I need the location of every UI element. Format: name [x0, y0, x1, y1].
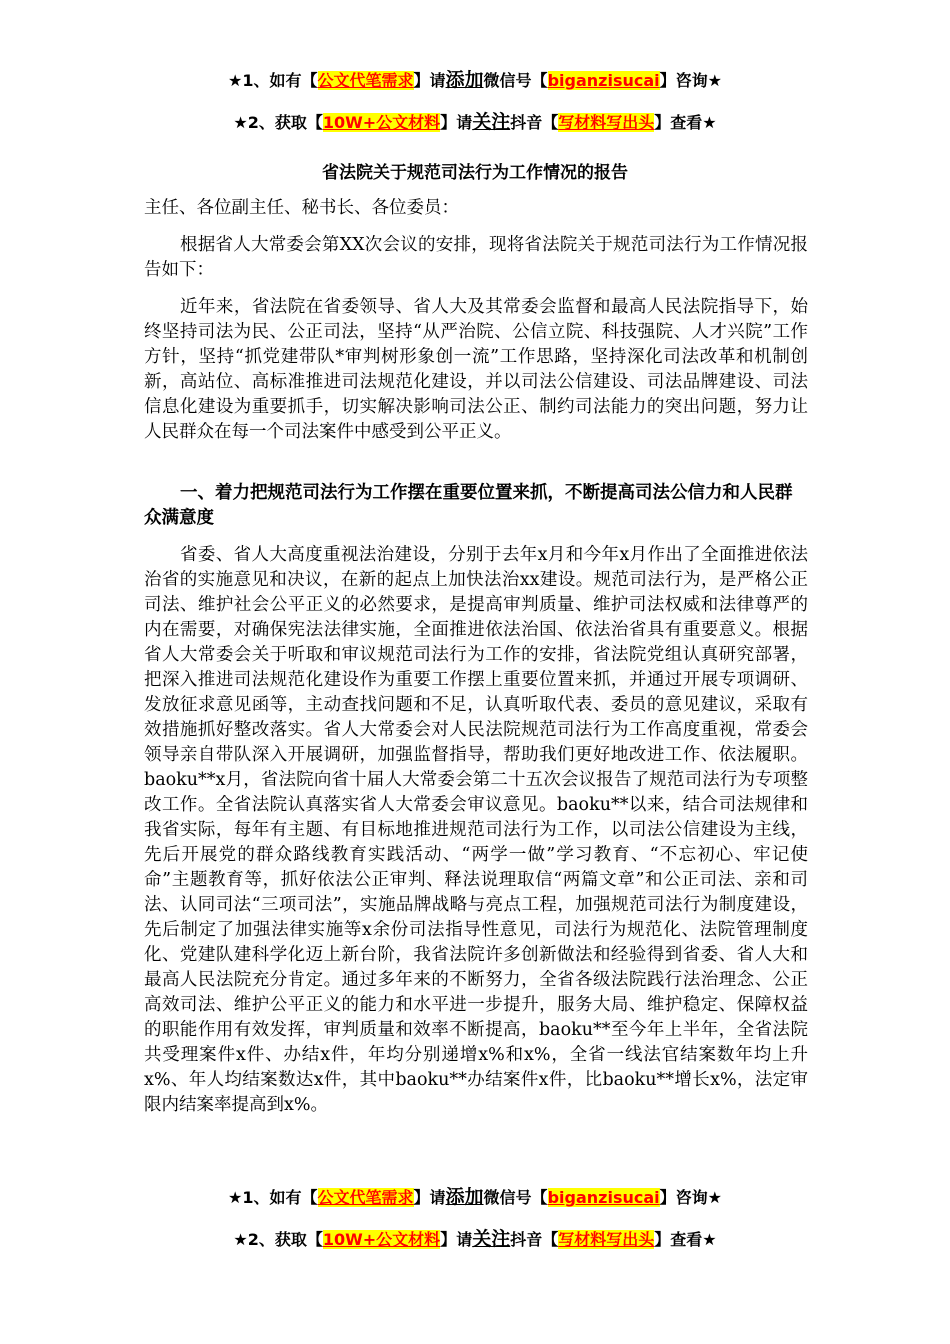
- promo-line-2-bottom: [0, 1228, 950, 1251]
- salutation: 主任、各位副主任、秘书长、各位委员：: [144, 198, 459, 218]
- promo-text: 】查看★: [654, 1230, 717, 1249]
- promo-line-2-top: [0, 111, 950, 134]
- promo-douyin-id: 写材料写出头: [558, 1230, 655, 1249]
- document-title: 省法院关于规范司法行为工作情况的报告: [322, 163, 628, 183]
- paragraph-overview: 近年来，省法院在省委领导、省人大及其常委会监督和最高人民法院指导下，始终坚持司法为民、公正司法，坚持“从严治院、公信立院、科技强院、人才兴院”工作方针，坚持“抓党建带队*审判树形象创一流”工作思路，坚持深化司法改革和机制创新，高站位、高标准推进司法规范化建设，并以司法公信建设、司法品牌建设、司法信息化建设为重要抓手，切实解决影响司法公正、制约司法能力的突出问题，努力让人民群众在每一个司法案件中感受到公平正义。: [144, 297, 808, 442]
- promo-text: ★2、获取【: [233, 113, 323, 132]
- promo-highlight: 10W+公文材料: [322, 1230, 441, 1249]
- promo-wechat-id: biganzisucai: [547, 1188, 660, 1207]
- promo-highlight: 10W+公文材料: [322, 113, 441, 132]
- promo-text: 】咨询★: [659, 71, 722, 90]
- promo-douyin-id: 写材料写出头: [558, 113, 655, 132]
- promo-emphasis: 添加: [445, 1186, 484, 1208]
- promo-wechat-id: biganzisucai: [547, 71, 660, 90]
- promo-text: 微信号【: [483, 71, 548, 90]
- promo-text: 】请: [413, 71, 446, 90]
- promo-highlight: 公文代笔需求: [317, 71, 414, 90]
- promo-text: 】请: [440, 1230, 473, 1249]
- promo-line-1-bottom: [0, 1186, 950, 1209]
- promo-text: 】请: [440, 113, 473, 132]
- promo-text: ★1、如有【: [228, 1188, 318, 1207]
- promo-emphasis: 添加: [445, 69, 484, 91]
- promo-highlight: 公文代笔需求: [317, 1188, 414, 1207]
- promo-text: 抖音【: [510, 1230, 559, 1249]
- promo-line-1-top: [0, 69, 950, 92]
- promo-text: 】请: [413, 1188, 446, 1207]
- promo-emphasis: 关注: [472, 1228, 511, 1250]
- paragraph-section-1: 省委、省人大高度重视法治建设，分别于去年x月和今年x月作出了全面推进依法治省的实施意见和决议，在新的起点上加快法治xx建设。规范司法行为，是严格公正司法、维护社会公平正义的必然要求，是提高审判质量、维护司法权威和法律尊严的内在需要，对确保宪法法律实施，全面推进依法治国、依法治省具有重要意义。根据省人大常委会关于听取和审议规范司法行为工作的安排，省法院党组认真研究部署，把深入推进司法规范化建设作为重要工作摆上重要位置来抓，并通过开展专项调研、发放征求意见函等，主动查找问题和不足，认真听取代表、委员的意见建议，采取有效措施抓好整改落实。省人大常委会对人民法院规范司法行为工作高度重视，常委会领导亲自带队深入开展调研，加强监督指导，帮助我们更好地改进工作、依法履职。baoku**x月，省法院向省十届人大常委会第二十五次会议报告了规范司法行为专项整改工作。全省法院认真落实省人大常委会审议意见。baoku**以来，结合司法规律和我省实际，每年有主题、有目标地推进规范司法行为工作，以司法公信建设为主线，先后开展党的群众路线教育实践活动、“两学一做”学习教育、“不忘初心、牢记使命”主题教育等，抓好依法公正审判、释法说理取信“两篇文章”和公正司法、亲和司法、认同司法“三项司法”，实施品牌战略与亮点工程，加强规范司法行为制度建设，先后制定了加强法律实施等x余份司法指导性意见，司法行为规范化、法院管理制度化、党建队建科学化迈上新台阶，我省法院许多创新做法和经验得到省委、省人大和最高人民法院充分肯定。通过多年来的不断努力，全省各级法院践行法治理念、公正高效司法、维护公平正义的能力和水平进一步提升，服务大局、维护稳定、保障权益的职能作用有效发挥，审判质量和效率不断提高，baoku**至今年上半年，全省法院共受理案件x件、办结x件，年均分别递增x%和x%，全省一线法官结案数年均上升x%、年人均结案数达x件，其中baoku**办结案件x件，比baoku**增长x%，法定审限内结案率提高到x%。: [144, 545, 808, 1115]
- section-heading-1: 一、着力把规范司法行为工作摆在重要位置来抓，不断提高司法公信力和人民群众满意度: [144, 483, 793, 528]
- promo-text: 抖音【: [510, 113, 559, 132]
- promo-text: ★1、如有【: [228, 71, 318, 90]
- promo-text: 微信号【: [483, 1188, 548, 1207]
- promo-emphasis: 关注: [472, 111, 511, 133]
- promo-text: 】查看★: [654, 113, 717, 132]
- promo-text: 】咨询★: [659, 1188, 722, 1207]
- paragraph-intro: 根据省人大常委会第XX次会议的安排，现将省法院关于规范司法行为工作情况报告如下：: [144, 235, 808, 280]
- promo-text: ★2、获取【: [233, 1230, 323, 1249]
